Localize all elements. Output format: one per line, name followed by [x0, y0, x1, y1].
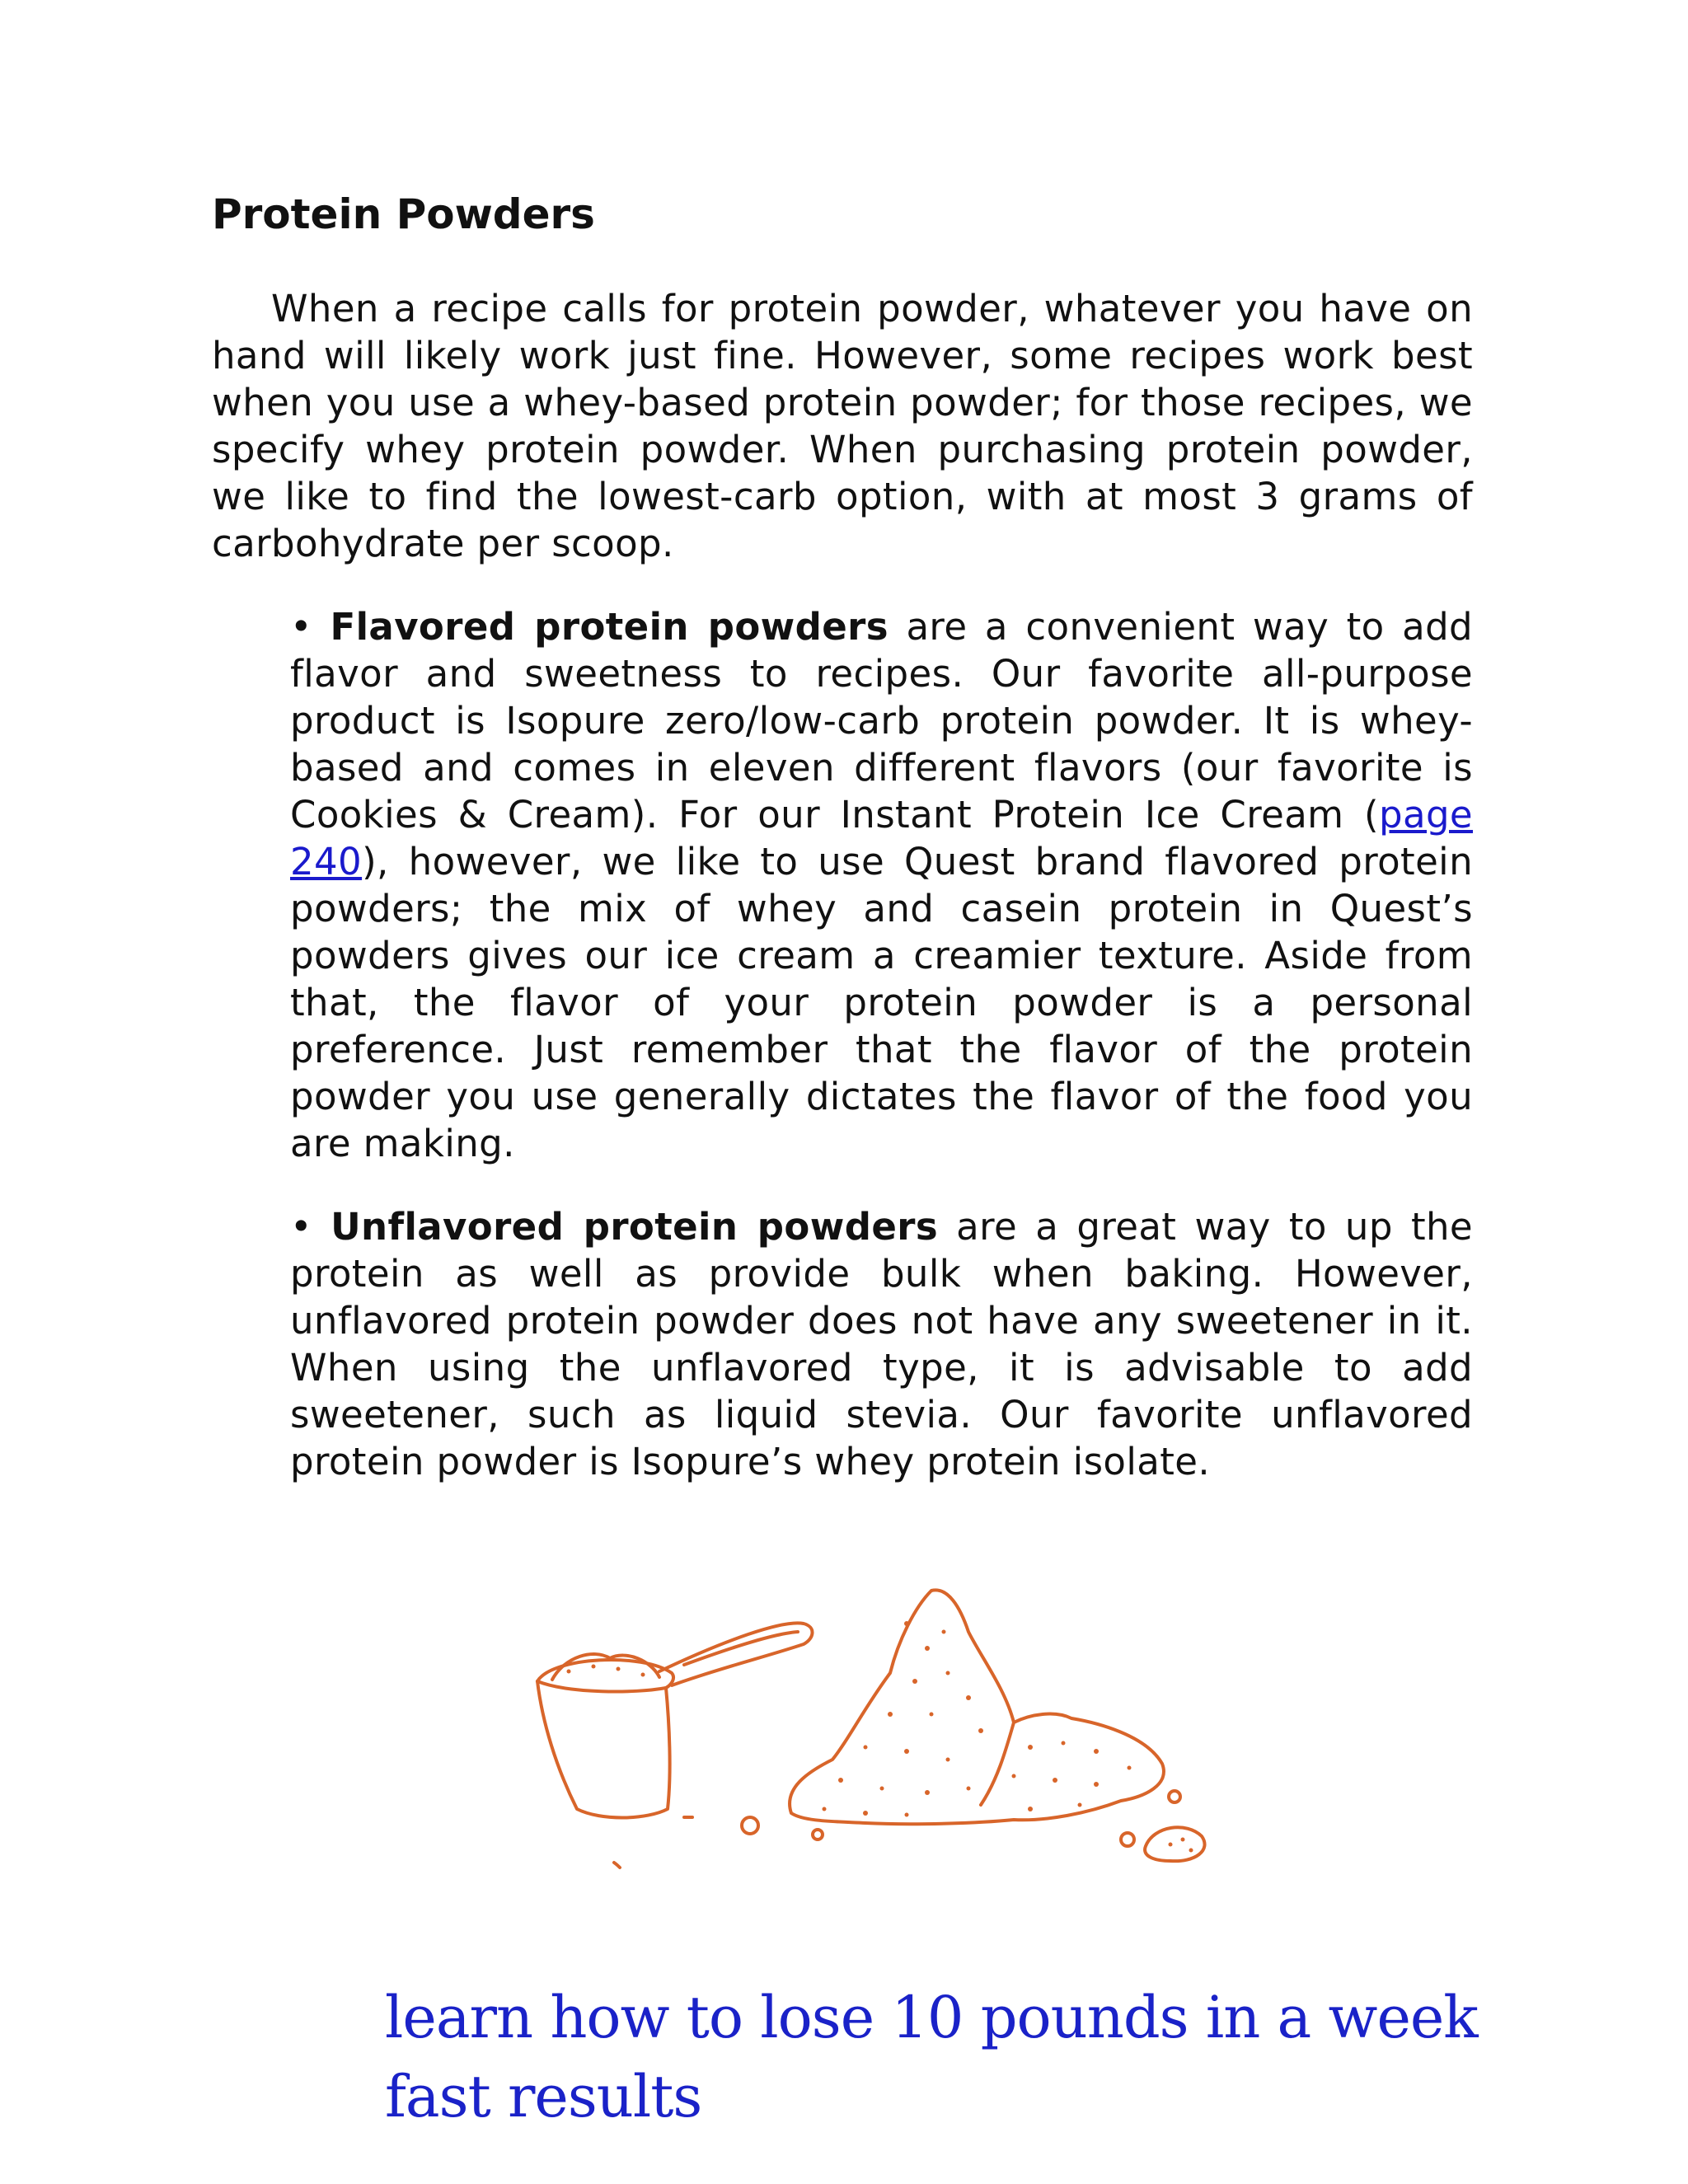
section-title: Protein Powders — [212, 190, 595, 238]
bullet-flavored — [290, 603, 1473, 1167]
bullet-marker: • — [290, 605, 312, 649]
bullet-text-flavored-2: ), however, we like to use Quest brand flavored protein powders; the mix of whey and casein protein in Quest’s powders gives our ice cream a creamier texture. Aside from that, the flavor of your protein powder is a personal preference. Just remember that the flavor of the protein powder you use generally dictates the flavor of the food you are making. — [290, 840, 1473, 1165]
bullet-term-flavored: Flavored protein powders — [330, 605, 889, 649]
protein-scoop-and-powder-pile-icon — [519, 1574, 1245, 1887]
ad-link[interactable]: learn how to lose 10 pounds in a week fast results — [385, 1984, 1478, 2130]
bullet-text-flavored-1: are a convenient way to add flavor and sweetness to recipes. Our favorite all-purpose product is Isopure zero/low-carb protein powder. It is whey-based and comes in eleven different flavors (our favorite is Cookies & Cream). For our Instant Protein Ice Cream ( — [290, 605, 1473, 837]
bullet-unflavored — [290, 1203, 1473, 1485]
intro-paragraph: When a recipe calls for protein powder, whatever you have on hand will likely work just fine. However, some recipes work best when you use a whey-based protein powder; for those recipes, we specify whey protein powder. When purchasing protein powder, we like to find the lowest-carb option, with at most 3 grams of carbohydrate per scoop. — [212, 287, 1473, 565]
bullet-term-unflavored: Unflavored protein powders — [331, 1205, 939, 1249]
page-reference-link[interactable]: page 240 — [290, 793, 1473, 883]
bullet-marker: • — [290, 1205, 312, 1249]
bullet-text-unflavored: are a great way to up the protein as well as provide bulk when baking. However, unflavored protein powder does not have any sweetener in it. When using the unflavored type, it is advisable to add sweetener, such as liquid stevia. Our favorite unflavored protein powder is Isopure’s whey protein isolate. — [290, 1205, 1473, 1483]
document-page — [212, 190, 1473, 1521]
